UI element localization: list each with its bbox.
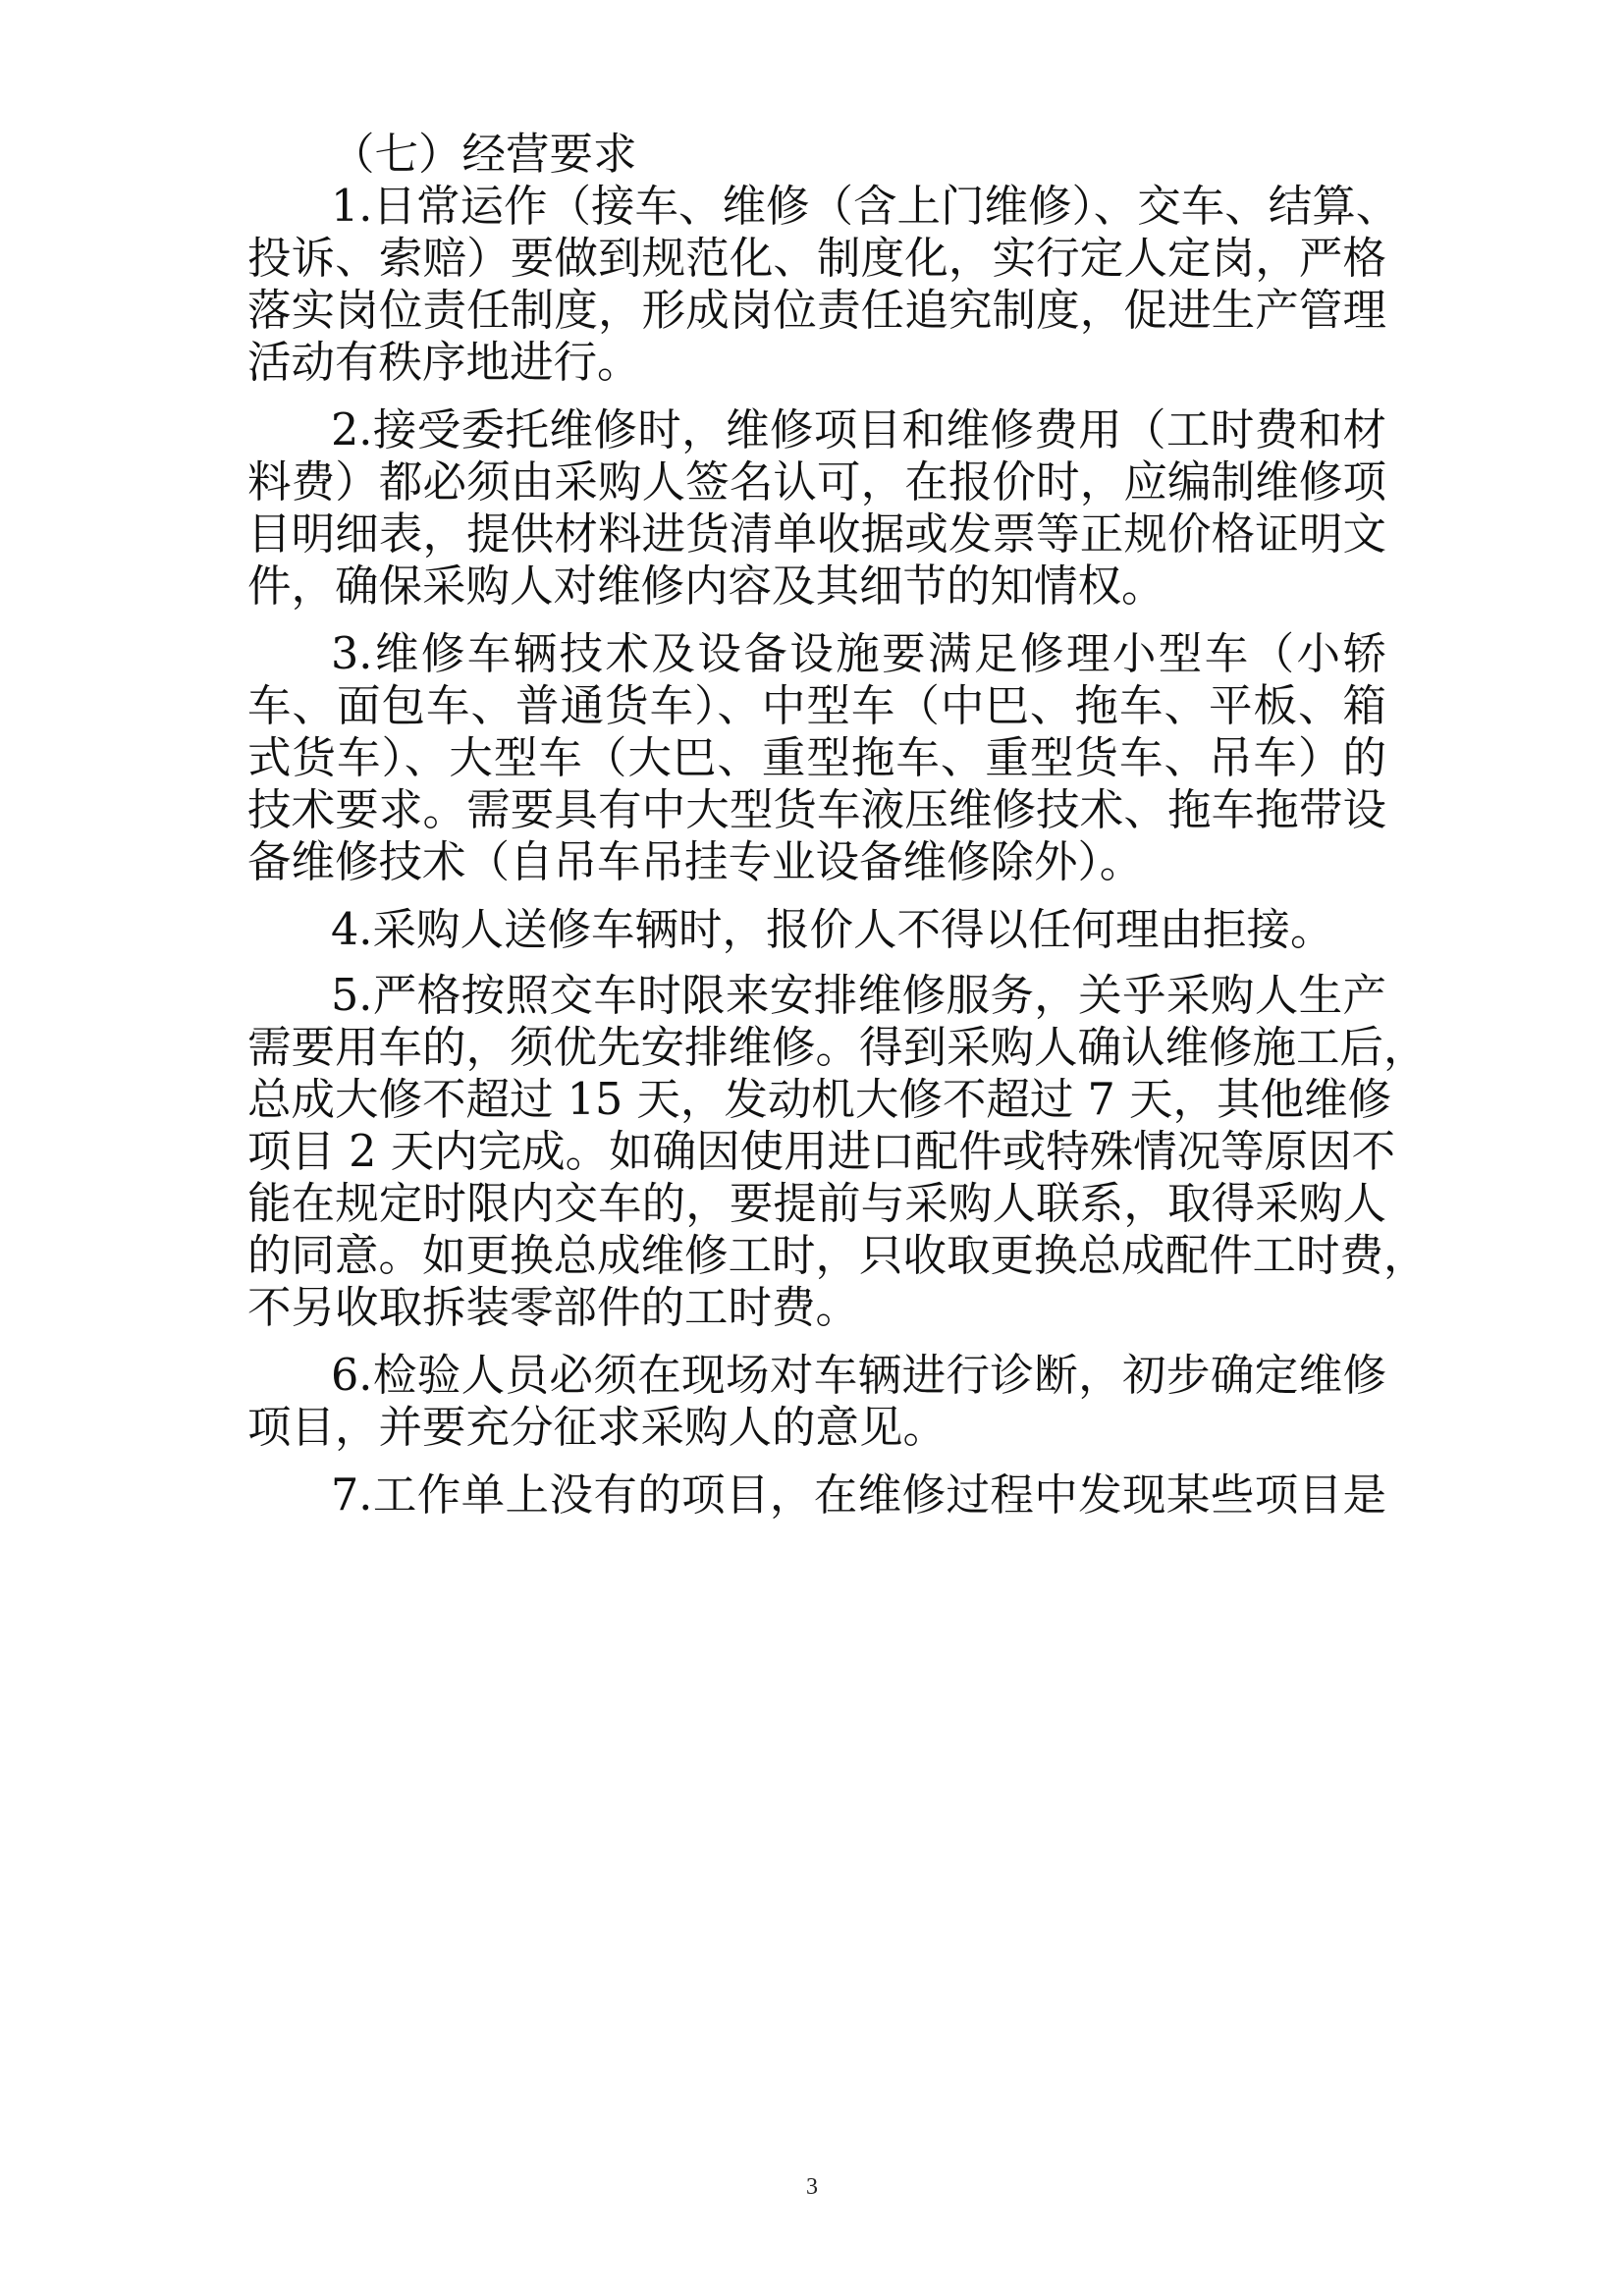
paragraph-1-line-3: 落实岗位责任制度，形成岗位责任追究制度，促进生产管理 — [247, 286, 1386, 336]
paragraph-1-line-2: 投诉、索赔）要做到规范化、制度化，实行定人定岗，严格 — [247, 234, 1386, 284]
paragraph-5-line-7: 不另收取拆装零部件的工时费。 — [247, 1283, 860, 1333]
paragraph-6-line-2: 项目，并要充分征求采购人的意见。 — [247, 1403, 947, 1453]
paragraph-5-line-6: 的同意。如更换总成维修工时，只收取更换总成配件工时费， — [247, 1231, 1428, 1281]
section-heading: （七）经营要求 — [331, 130, 637, 180]
paragraph-2-line-3: 目明细表，提供材料进货清单收据或发票等正规价格证明文 — [247, 509, 1386, 560]
paragraph-5-line-5: 能在规定时限内交车的，要提前与采购人联系，取得采购人 — [247, 1179, 1386, 1229]
paragraph-2-line-1: 2.接受委托维修时，维修项目和维修费用（工时费和材 — [331, 405, 1386, 455]
paragraph-5-line-2: 需要用车的，须优先安排维修。得到采购人确认维修施工后， — [247, 1023, 1428, 1073]
paragraph-7-line-1: 7.工作单上没有的项目，在维修过程中发现某些项目是 — [331, 1470, 1386, 1521]
paragraph-2-line-4: 件，确保采购人对维修内容及其细节的知情权。 — [247, 561, 1165, 612]
paragraph-4-line-1: 4.采购人送修车辆时，报价人不得以任何理由拒接。 — [331, 905, 1334, 955]
paragraph-2-line-2: 料费）都必须由采购人签名认可，在报价时，应编制维修项 — [247, 457, 1386, 507]
paragraph-3-line-5: 备维修技术（自吊车吊挂专业设备维修除外）。 — [247, 837, 1144, 887]
paragraph-3-line-4: 技术要求。需要具有中大型货车液压维修技术、拖车拖带设 — [247, 785, 1386, 835]
paragraph-1-line-1: 1.日常运作（接车、维修（含上门维修）、交车、结算、 — [331, 182, 1400, 232]
paragraph-5-line-4: 项目 2 天内完成。如确因使用进口配件或特殊情况等原因不 — [247, 1127, 1396, 1177]
paragraph-3-line-2: 车、面包车、普通货车）、中型车（中巴、拖车、平板、箱 — [247, 681, 1386, 731]
page-number: 3 — [806, 2174, 818, 2200]
paragraph-5-line-1: 5.严格按照交车时限来安排维修服务，关乎采购人生产 — [331, 971, 1386, 1021]
paragraph-1-line-4: 活动有秩序地进行。 — [247, 338, 641, 388]
paragraph-3-line-3: 式货车）、大型车（大巴、重型拖车、重型货车、吊车）的 — [247, 733, 1386, 783]
paragraph-3-line-1: 3.维修车辆技术及设备设施要满足修理小型车（小轿 — [331, 629, 1386, 679]
paragraph-6-line-1: 6.检验人员必须在现场对车辆进行诊断，初步确定维修 — [331, 1351, 1386, 1401]
paragraph-5-line-3: 总成大修不超过 15 天，发动机大修不超过 7 天，其他维修 — [247, 1075, 1392, 1125]
